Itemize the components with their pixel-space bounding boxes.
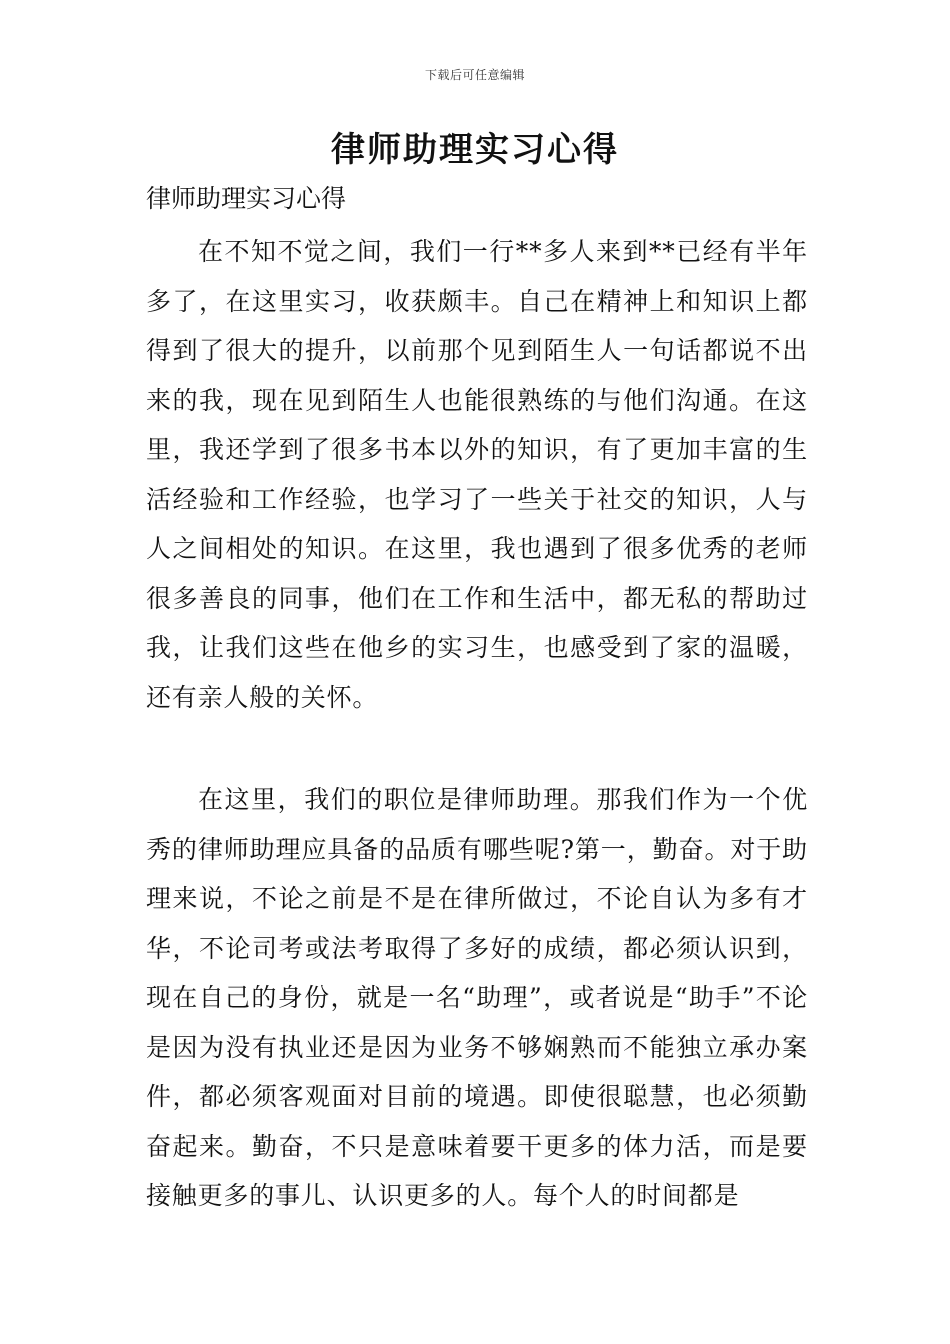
- document-title: 律师助理实习心得: [331, 130, 619, 170]
- body-paragraph: 在不知不觉之间，我们一行**多人来到**已经有半年多了，在这里实习，收获颇丰。自己在精神上和知识上都得到了很大的提升，以前那个见到陌生人一句话都说不出来的我，现在见到陌生人也能很熟练的与他们沟通。在这里，我还学到了很多书本以外的知识，有了更加丰富的生活经验和工作经验，也学习了一些关于社交的知识，人与人之间相处的知识。在这里，我也遇到了很多优秀的老师很多善良的同事，他们在工作和生活中，都无私的帮助过我，让我们这些在他乡的实习生，也感受到了家的温暖，还有亲人般的关怀。: [146, 237, 808, 712]
- body-paragraph: 在这里，我们的职位是律师助理。那我们作为一个优秀的律师助理应具备的品质有哪些呢?第一，勤奋。对于助理来说，不论之前是不是在律所做过，不论自认为多有才华，不论司考或法考取得了多好的成绩，都必须认识到，现在自己的身份，就是一名“助理”，或者说是“助手”不论是因为没有执业还是因为业务不够娴熟而不能独立承办案件，都必须客观面对目前的境遇。即使很聪慧，也必须勤奋起来。勤奋，不只是意味着要干更多的体力活，而是要接触更多的事儿、认识更多的人。每个人的时间都是: [146, 785, 808, 1210]
- document-subtitle: 律师助理实习心得: [146, 184, 347, 213]
- header-note: 下载后可任意编辑: [424, 68, 525, 82]
